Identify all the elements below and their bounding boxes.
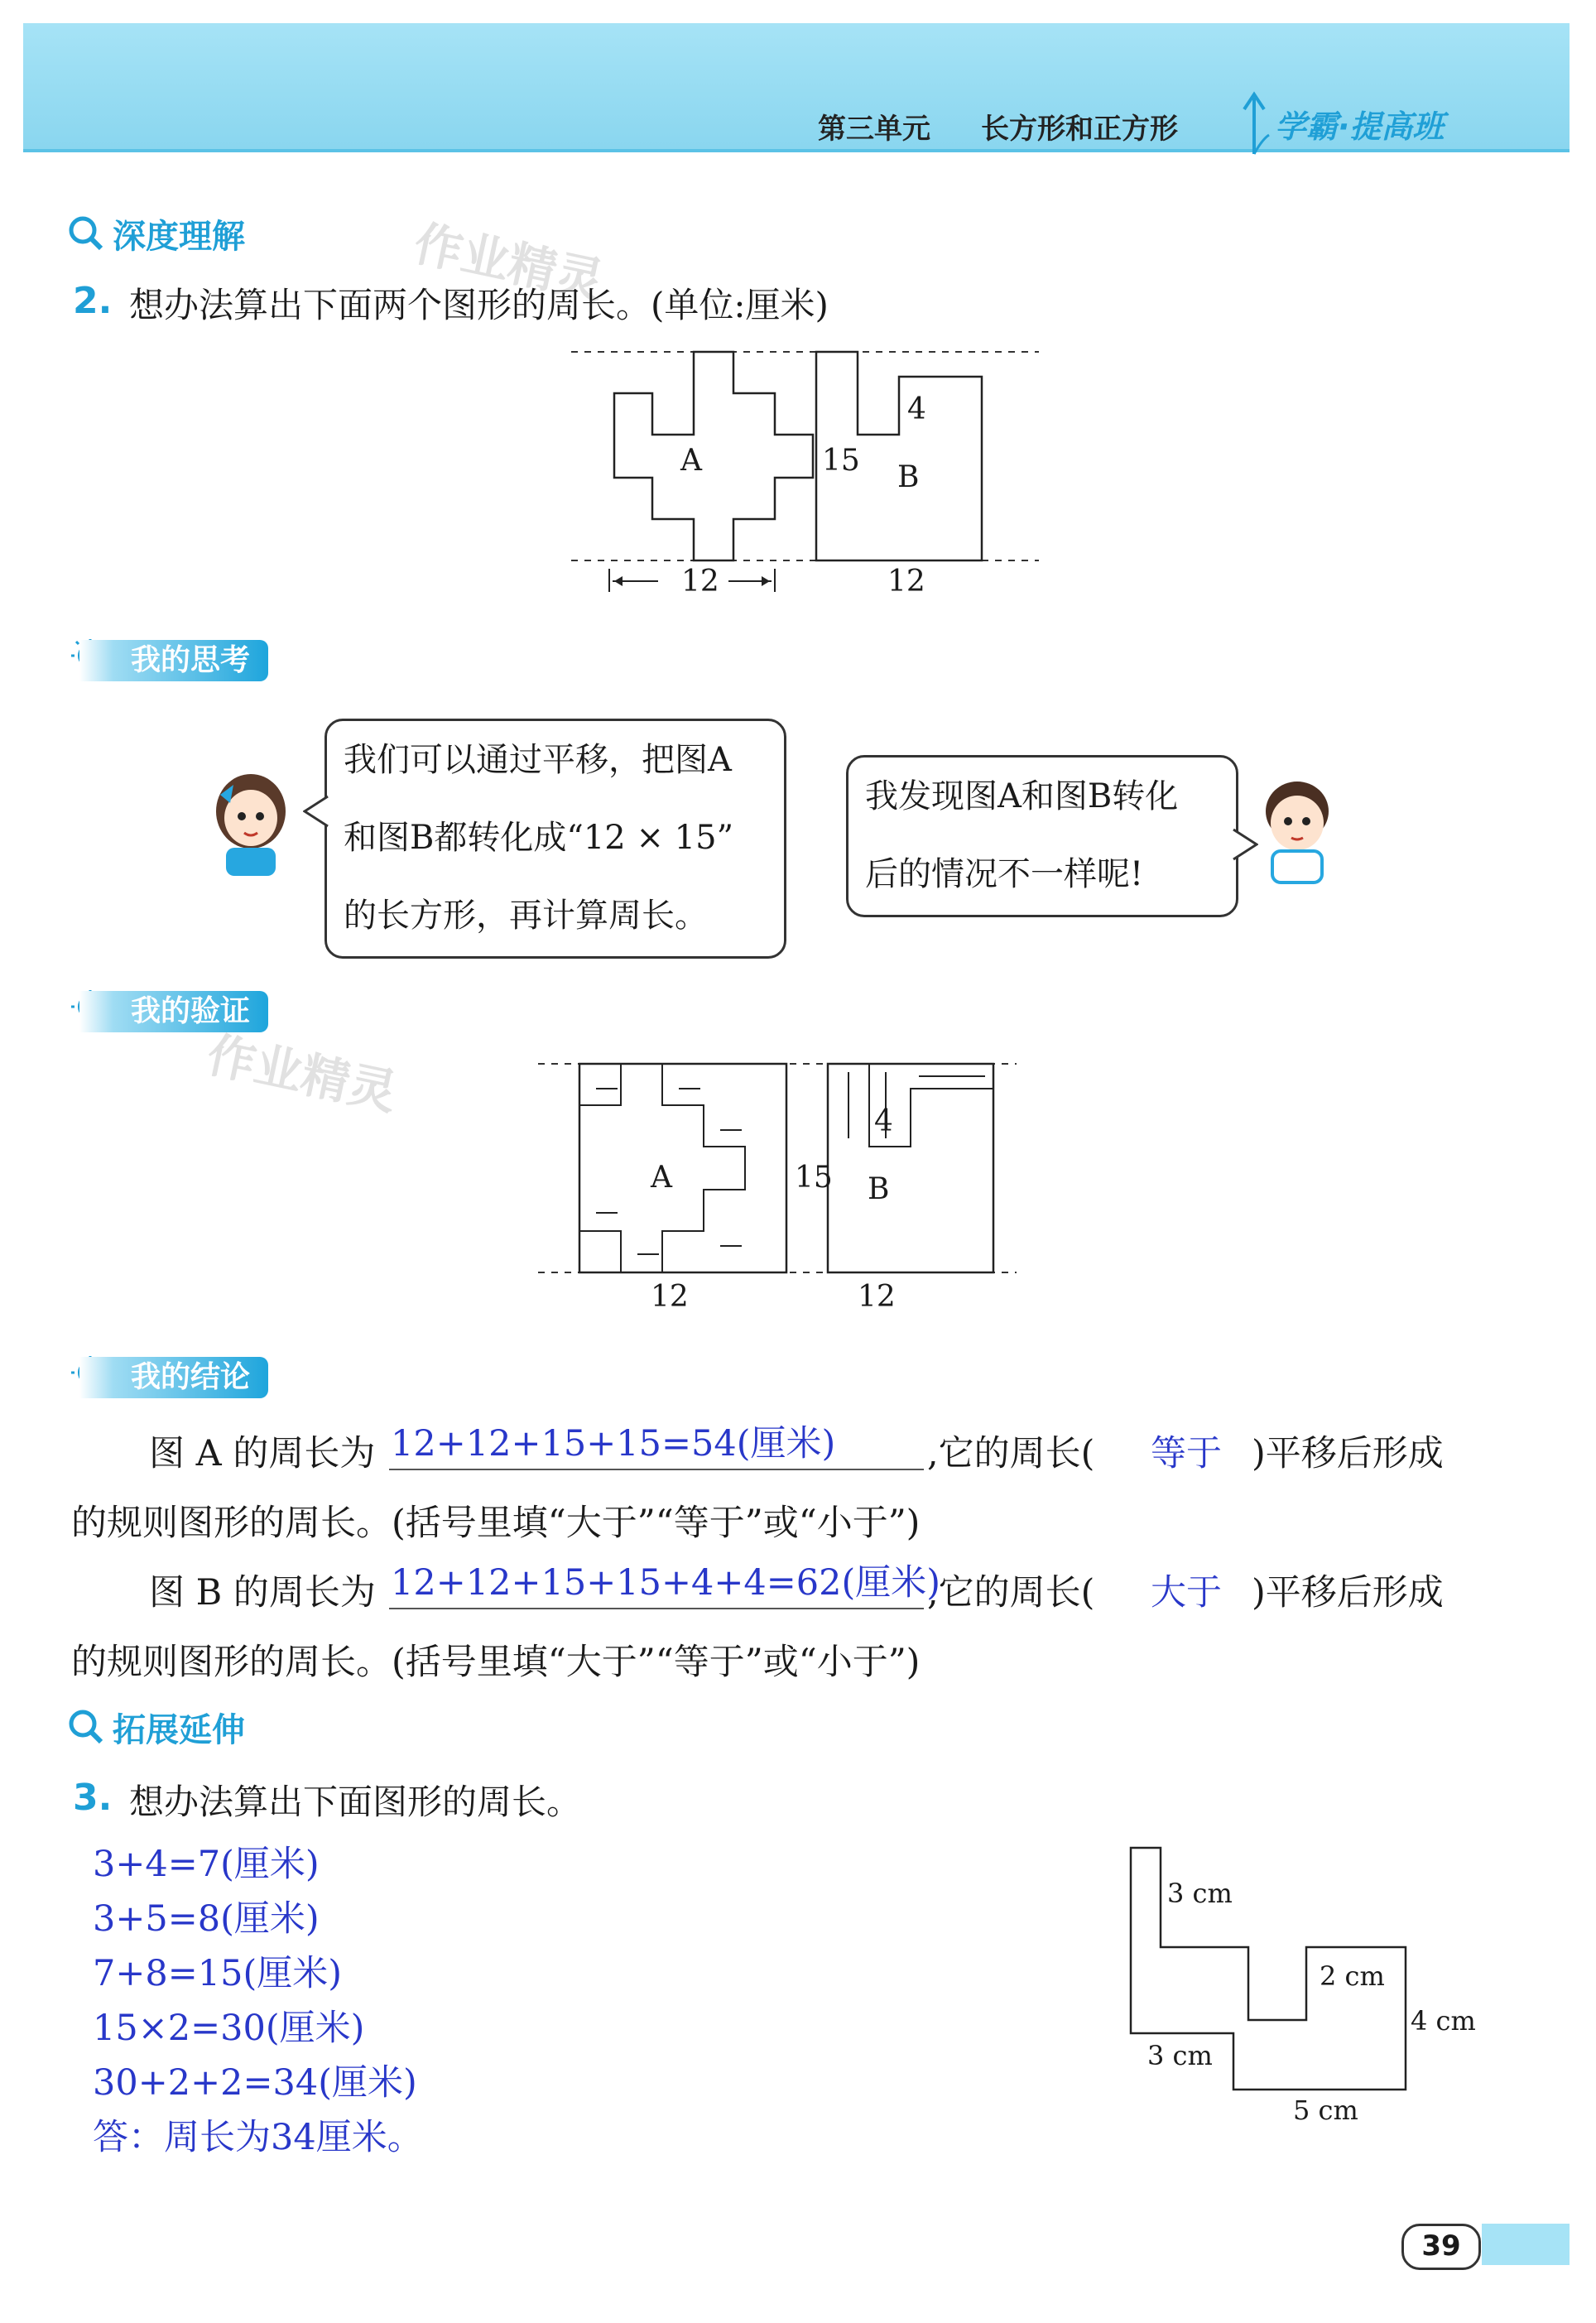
conclusion-a-mid: ,它的周长( [927, 1433, 1095, 1474]
conclusion-b-prefix: 图 B 的周长为 [149, 1572, 376, 1614]
girl-line-2: 和图B都转化成“12 × 15” [344, 819, 734, 857]
header-chapter: 长方形和正方形 [981, 113, 1178, 146]
conclusion-b-answer: 12+12+15+15+4+4=62(厘米) [391, 1562, 941, 1604]
q3-label-bottom: 5 cm [1293, 2095, 1358, 2126]
tag-conclusion: 我的结论 [79, 1357, 268, 1398]
magnifier-icon [68, 215, 104, 252]
bubble-tail-girl [303, 795, 329, 828]
boy-avatar [1252, 770, 1343, 886]
conclusion-a-prefix: 图 A 的周长为 [149, 1433, 376, 1474]
girl-avatar [205, 762, 296, 878]
question-text-3: 想办法算出下面图形的周长。 [129, 1782, 582, 1822]
speech-bubble-girl [324, 719, 786, 959]
q3-answer-4: 15×2=30(厘米) [93, 2008, 365, 2049]
brand-arrow-icon [1238, 89, 1271, 156]
page-band [1482, 2224, 1570, 2265]
q3-answer-5: 30+2+2=34(厘米) [93, 2062, 417, 2104]
conclusion-a-suffix: )平移后形成 [1252, 1433, 1444, 1474]
q2-figb-width: 12 [887, 565, 925, 599]
conclusion-a-cont: 的规则图形的周长。(括号里填“大于”“等于”或“小于”) [71, 1503, 921, 1544]
section-title-extend: 拓展延伸 [113, 1711, 245, 1749]
magnifier-icon [68, 1709, 104, 1745]
page-number: 39 [1401, 2224, 1481, 2270]
conclusion-a-fill: 等于 [1151, 1433, 1222, 1474]
q3-answer-6: 答：周长为34厘米。 [93, 2117, 423, 2158]
header-brand: 学霸·提高班 [1275, 108, 1445, 145]
q3-answer-2: 3+5=8(厘米) [93, 1898, 320, 1940]
girl-line-1: 我们可以通过平移，把图A [344, 741, 732, 779]
verify-figb-label: B [868, 1172, 890, 1206]
verify-figures [538, 1056, 1018, 1296]
q3-label-right: 4 cm [1411, 2005, 1476, 2037]
speech-bubble-boy [846, 755, 1238, 917]
verify-figa-width: 12 [651, 1280, 689, 1314]
q3-label-top-left: 3 cm [1167, 1878, 1233, 1909]
section-title-deep: 深度理解 [113, 218, 245, 256]
q2-figures [571, 344, 1043, 608]
conclusion-b-fill: 大于 [1151, 1572, 1222, 1614]
q3-answer-1: 3+4=7(厘米) [93, 1844, 320, 1885]
verify-a-rect [579, 1064, 786, 1272]
q2-figa-width: 12 [681, 565, 719, 599]
watermark: 作业精灵 [409, 214, 609, 310]
question-text-2: 想办法算出下面两个图形的周长。(单位:厘米) [129, 285, 829, 325]
question-number-3: 3. [73, 1777, 113, 1819]
verify-figa-label: A [651, 1161, 672, 1195]
q3-label-notch: 2 cm [1320, 1960, 1385, 1992]
question-number-2: 2. [73, 280, 113, 322]
verify-figb-width: 12 [858, 1280, 896, 1314]
q3-label-bottom-left: 3 cm [1147, 2040, 1213, 2071]
header-unit: 第三单元 [818, 113, 930, 146]
answer-line-a [389, 1469, 924, 1470]
conclusion-b-suffix: )平移后形成 [1252, 1572, 1444, 1614]
tag-think: 我的思考 [79, 640, 268, 681]
q2-figa-label: A [680, 444, 702, 478]
conclusion-a-answer: 12+12+15+15=54(厘米) [391, 1423, 836, 1464]
q2-figb-label: B [897, 460, 920, 494]
q2-figb-side: 15 [822, 444, 860, 478]
q2-figb-notch: 4 [907, 392, 926, 426]
figure-a-outline [614, 352, 813, 560]
boy-line-1: 我发现图A和图B转化 [865, 777, 1179, 815]
girl-line-3: 的长方形，再计算周长。 [344, 897, 708, 935]
verify-figb-notch: 4 [874, 1104, 893, 1138]
conclusion-b-mid: ,它的周长( [927, 1572, 1095, 1614]
q3-answer-3: 7+8=15(厘米) [93, 1953, 343, 1994]
watermark: 作业精灵 [202, 1026, 402, 1122]
tag-verify: 我的验证 [79, 991, 268, 1032]
answer-line-b [389, 1608, 924, 1609]
conclusion-b-cont: 的规则图形的周长。(括号里填“大于”“等于”或“小于”) [71, 1642, 921, 1683]
boy-line-2: 后的情况不一样呢! [865, 855, 1144, 893]
verify-figb-side: 15 [795, 1161, 833, 1195]
